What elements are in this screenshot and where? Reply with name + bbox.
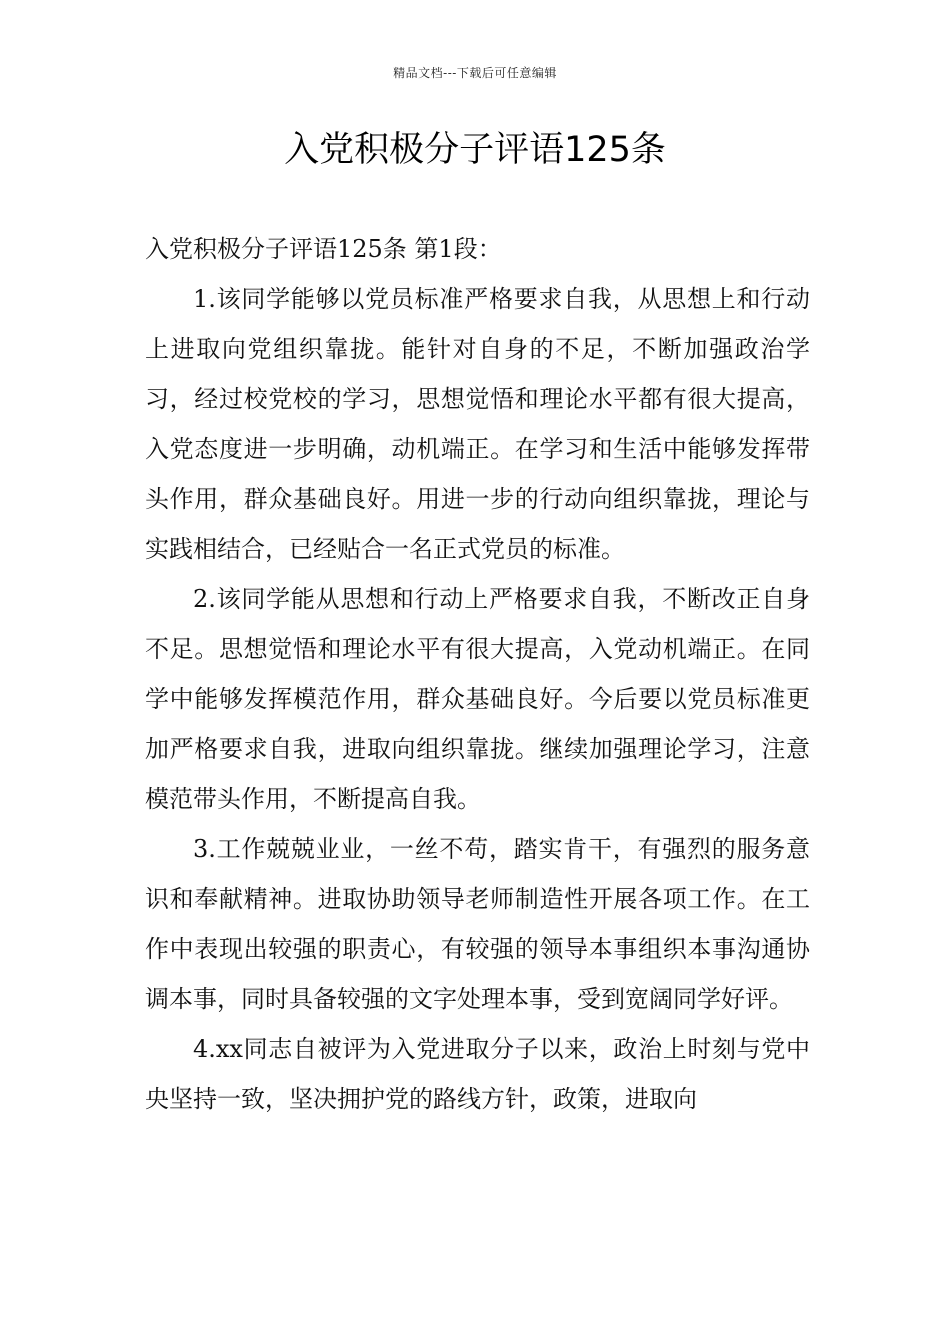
paragraph-4: 4.xx同志自被评为入党进取分子以来，政治上时刻与党中央坚持一致，坚决拥护党的路线方针，政策，进取向 (145, 1035, 810, 1113)
document-title: 入党积极分子评语125条 (284, 130, 666, 170)
section-heading: 入党积极分子评语125条 第1段： (145, 235, 502, 263)
paragraph-1: 1.该同学能够以党员标准严格要求自我，从思想上和行动上进取向党组织靠拢。能针对自身的不足，不断加强政治学习，经过校党校的学习，思想觉悟和理论水平都有很大提高，入党态度进一步明确，动机端正。在学习和生活中能够发挥带头作用，群众基础良好。用进一步的行动向组织靠拢，理论与实践相结合，已经贴合一名正式党员的标准。 (145, 285, 810, 563)
paragraph-3: 3.工作兢兢业业，一丝不苟，踏实肯干，有强烈的服务意识和奉献精神。进取协助领导老师制造性开展各项工作。在工作中表现出较强的职责心，有较强的领导本事组织本事沟通协调本事，同时具备较强的文字处理本事，受到宽阔同学好评。 (145, 835, 810, 1013)
paragraph-2: 2.该同学能从思想和行动上严格要求自我，不断改正自身不足。思想觉悟和理论水平有很大提高，入党动机端正。在同学中能够发挥模范作用，群众基础良好。今后要以党员标准更加严格要求自我，进取向组织靠拢。继续加强理论学习，注意模范带头作用，不断提高自我。 (145, 585, 810, 813)
document-body (145, 224, 810, 1124)
header-note: 精品文档---下载后可任意编辑 (393, 66, 557, 80)
